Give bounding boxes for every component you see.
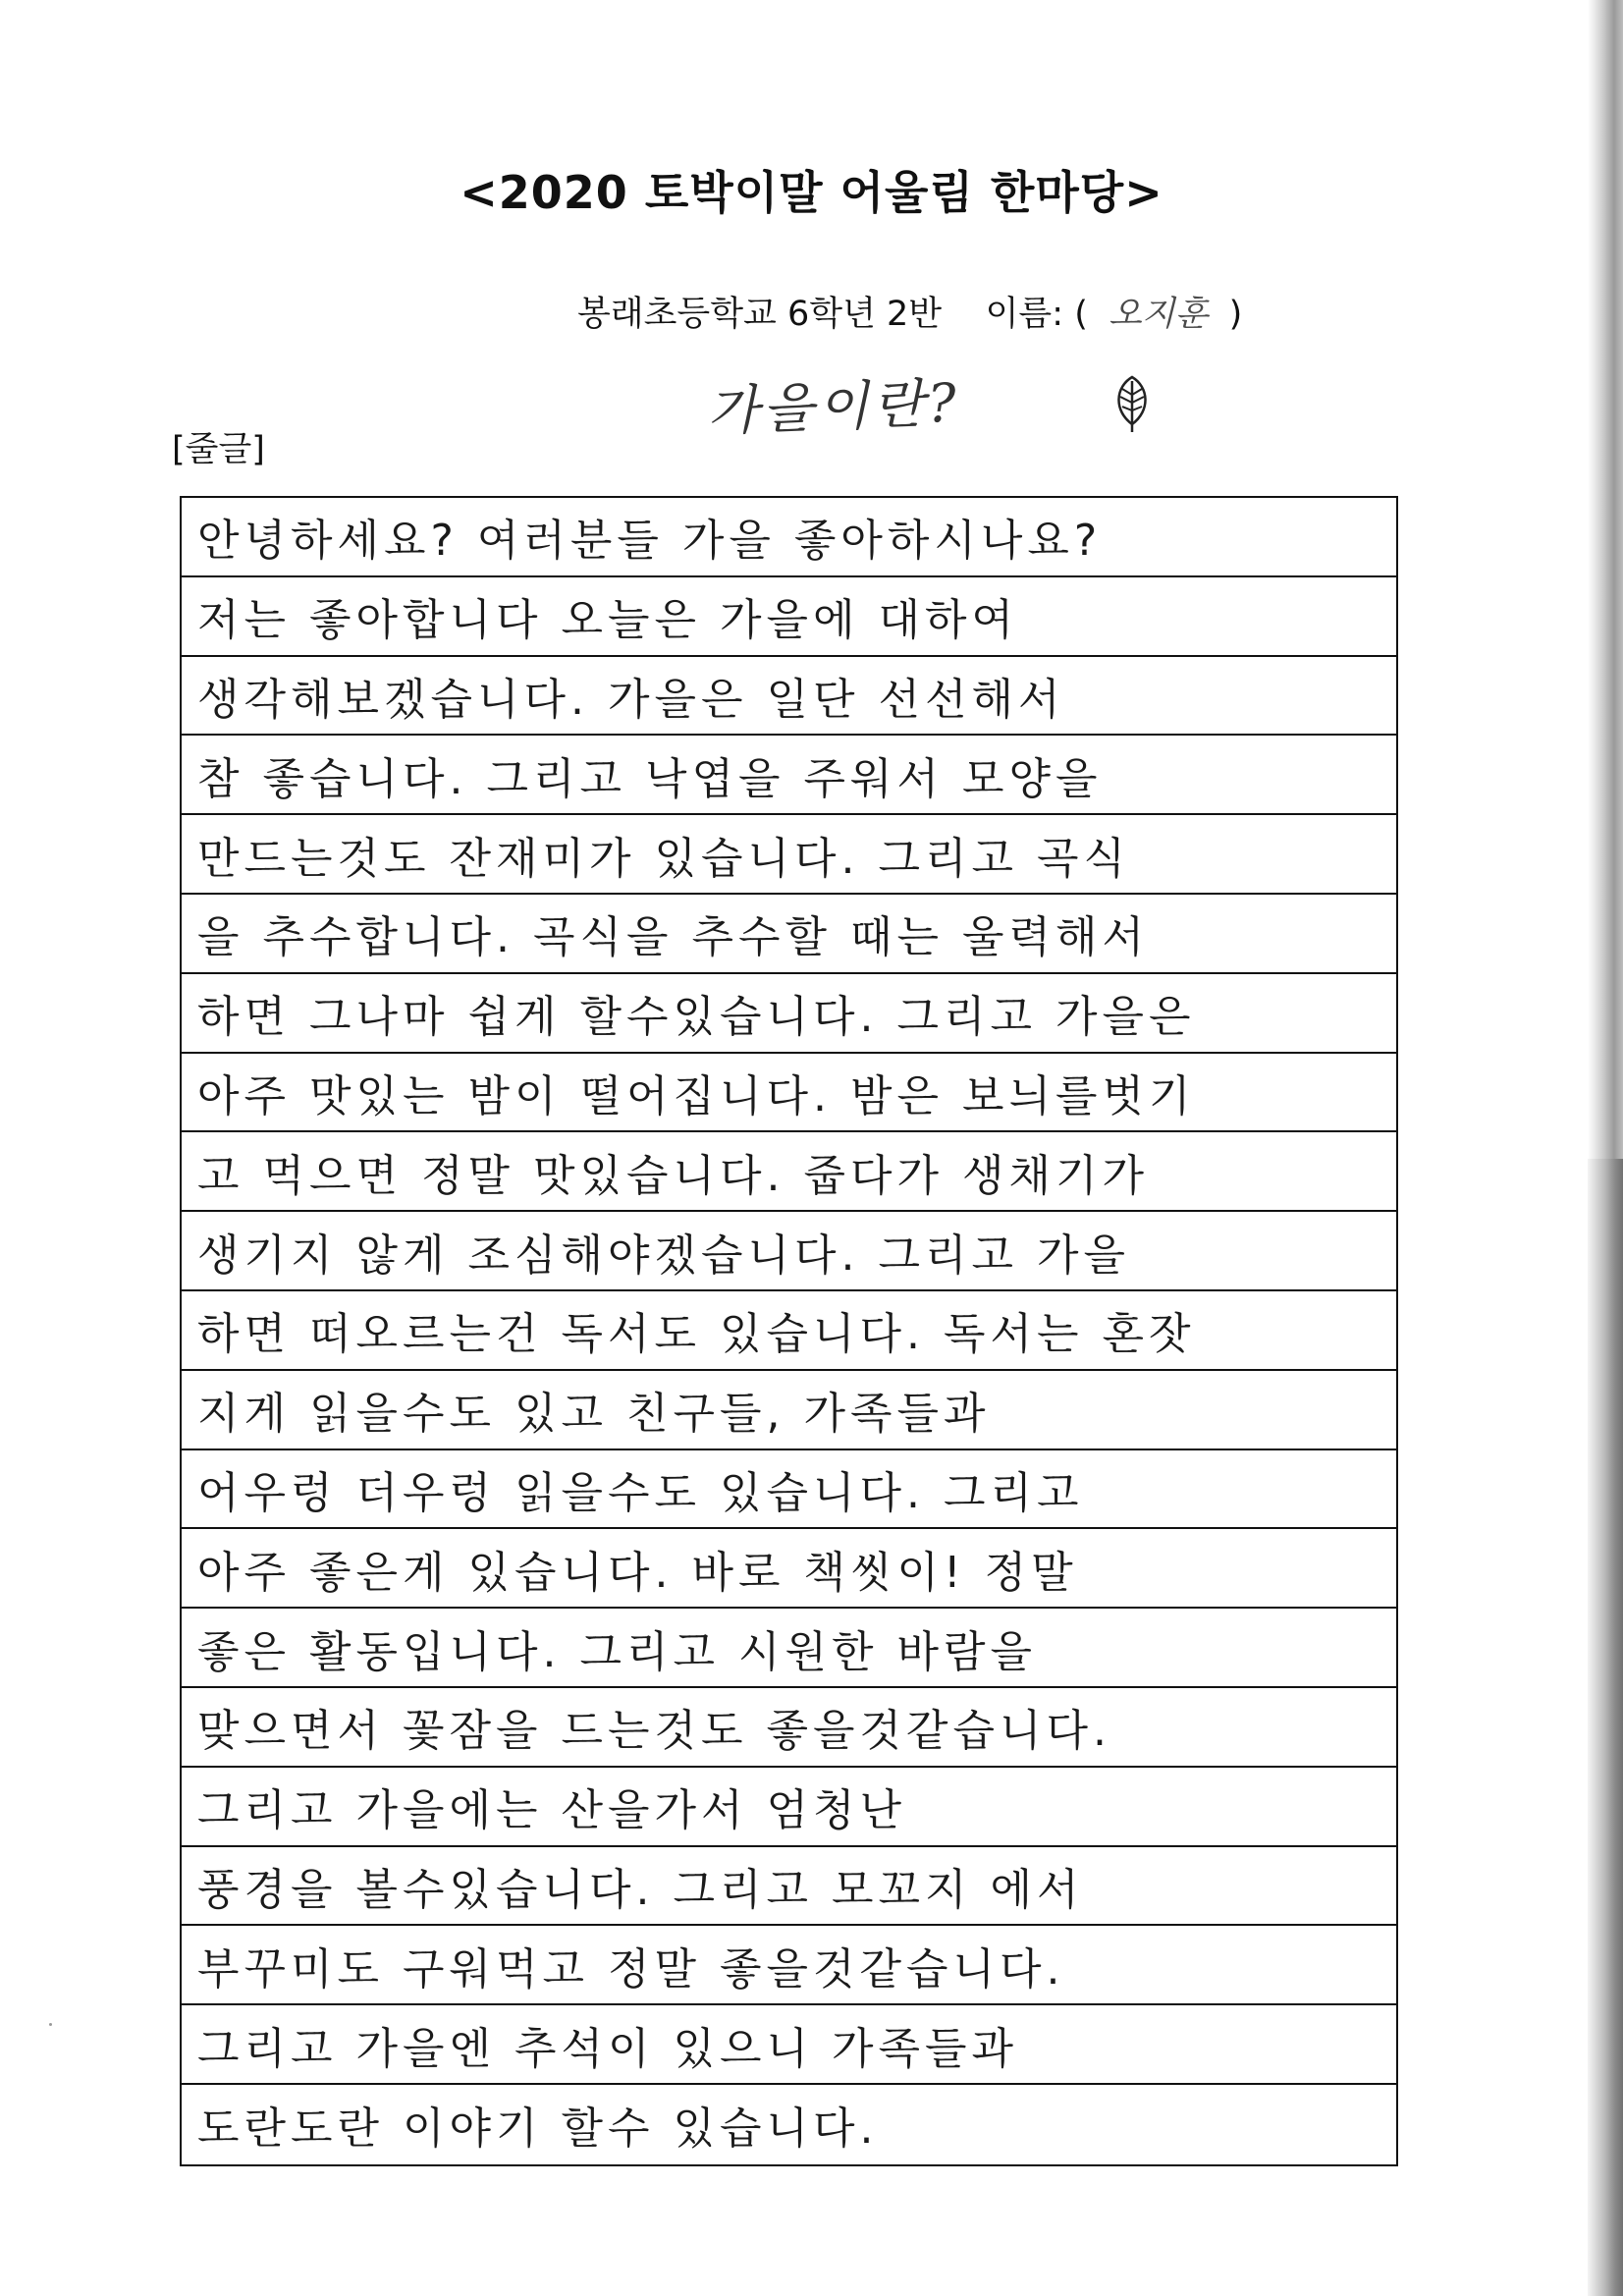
scan-edge-shadow-lower bbox=[1588, 1159, 1623, 2296]
essay-line bbox=[182, 1450, 1396, 1530]
section-label: [줄글] bbox=[172, 430, 265, 469]
essay-lines bbox=[180, 496, 1398, 2166]
essay-line-text: 고 먹으면 정말 맛있습니다. 줍다가 생채기가 bbox=[197, 1150, 1149, 1201]
essay-line bbox=[182, 1054, 1396, 1133]
essay-line-text: 안녕하세요? 여러분들 가을 좋아하시나요? bbox=[197, 516, 1103, 567]
student-name: 오지훈 bbox=[1108, 295, 1209, 334]
school-class: 봉래초등학교 6학년 2반 bbox=[577, 295, 943, 334]
essay-line-text: 하면 떠오르는건 독서도 있습니다. 독서는 혼잣 bbox=[197, 1309, 1196, 1360]
essay-line-text: 생각해보겠습니다. 가을은 일단 선선해서 bbox=[197, 674, 1065, 725]
essay-line bbox=[182, 1926, 1396, 2005]
essay-title: 가을이란? bbox=[706, 371, 961, 443]
page-title: <2020 토박이말 어울림 한마당> bbox=[460, 166, 1163, 219]
leaf-icon bbox=[1109, 373, 1155, 434]
essay-line bbox=[182, 1371, 1396, 1450]
essay-line-text: 어우렁 더우렁 읽을수도 있습니다. 그리고 bbox=[197, 1467, 1084, 1518]
essay-line-text: 맞으면서 꽃잠을 드는것도 좋을것같습니다. bbox=[197, 1706, 1112, 1757]
essay-line-text: 저는 좋아합니다 오늘은 가을에 대하여 bbox=[197, 595, 1019, 646]
essay-line-text: 을 추수합니다. 곡식을 추수할 때는 울력해서 bbox=[197, 912, 1149, 963]
essay-line bbox=[182, 657, 1396, 737]
student-info bbox=[577, 287, 1242, 336]
essay-line bbox=[182, 1609, 1396, 1688]
essay-line bbox=[182, 895, 1396, 974]
essay-line-text: 아주 좋은게 있습니다. 바로 책씻이! 정말 bbox=[197, 1547, 1078, 1598]
essay-line bbox=[182, 1291, 1396, 1371]
name-close-paren: ) bbox=[1228, 295, 1243, 334]
essay-line bbox=[182, 1212, 1396, 1291]
essay-line-text: 생기지 않게 조심해야겠습니다. 그리고 가을 bbox=[197, 1230, 1131, 1281]
name-label: 이름: bbox=[985, 295, 1064, 334]
essay-line bbox=[182, 2005, 1396, 2085]
essay-line-text: 부꾸미도 구워먹고 정말 좋을것같습니다. bbox=[197, 1943, 1065, 1995]
scan-speck bbox=[49, 2023, 52, 2026]
essay-line bbox=[182, 1132, 1396, 1212]
name-open-paren: ( bbox=[1074, 295, 1088, 334]
essay-line bbox=[182, 1688, 1396, 1768]
essay-line-text: 그리고 가을엔 추석이 있으니 가족들과 bbox=[197, 2023, 1019, 2074]
essay-line bbox=[182, 736, 1396, 815]
essay-line-text: 참 좋습니다. 그리고 낙엽을 주워서 모양을 bbox=[197, 753, 1103, 804]
essay-line-text: 하면 그나마 쉽게 할수있습니다. 그리고 가을은 bbox=[197, 992, 1196, 1043]
essay-line-text: 좋은 활동입니다. 그리고 시원한 바람을 bbox=[197, 1626, 1037, 1677]
essay-line-text: 그리고 가을에는 산을가서 엄청난 bbox=[197, 1785, 907, 1836]
essay-line bbox=[182, 1529, 1396, 1609]
essay-line-text: 만드는것도 잔재미가 있습니다. 그리고 곡식 bbox=[197, 833, 1131, 884]
essay-line-text: 지게 읽을수도 있고 친구들, 가족들과 bbox=[197, 1389, 991, 1440]
essay-line bbox=[182, 974, 1396, 1054]
essay-line bbox=[182, 577, 1396, 657]
essay-line bbox=[182, 1847, 1396, 1927]
essay-line-text: 풍경을 볼수있습니다. 그리고 모꼬지 에서 bbox=[197, 1864, 1084, 1915]
essay-line-text: 도란도란 이야기 할수 있습니다. bbox=[197, 2104, 879, 2155]
essay-line bbox=[182, 2085, 1396, 2164]
essay-line bbox=[182, 1768, 1396, 1847]
essay-line bbox=[182, 498, 1396, 577]
essay-line bbox=[182, 815, 1396, 895]
essay-line-text: 아주 맛있는 밤이 떨어집니다. 밤은 보늬를벗기 bbox=[197, 1070, 1196, 1121]
